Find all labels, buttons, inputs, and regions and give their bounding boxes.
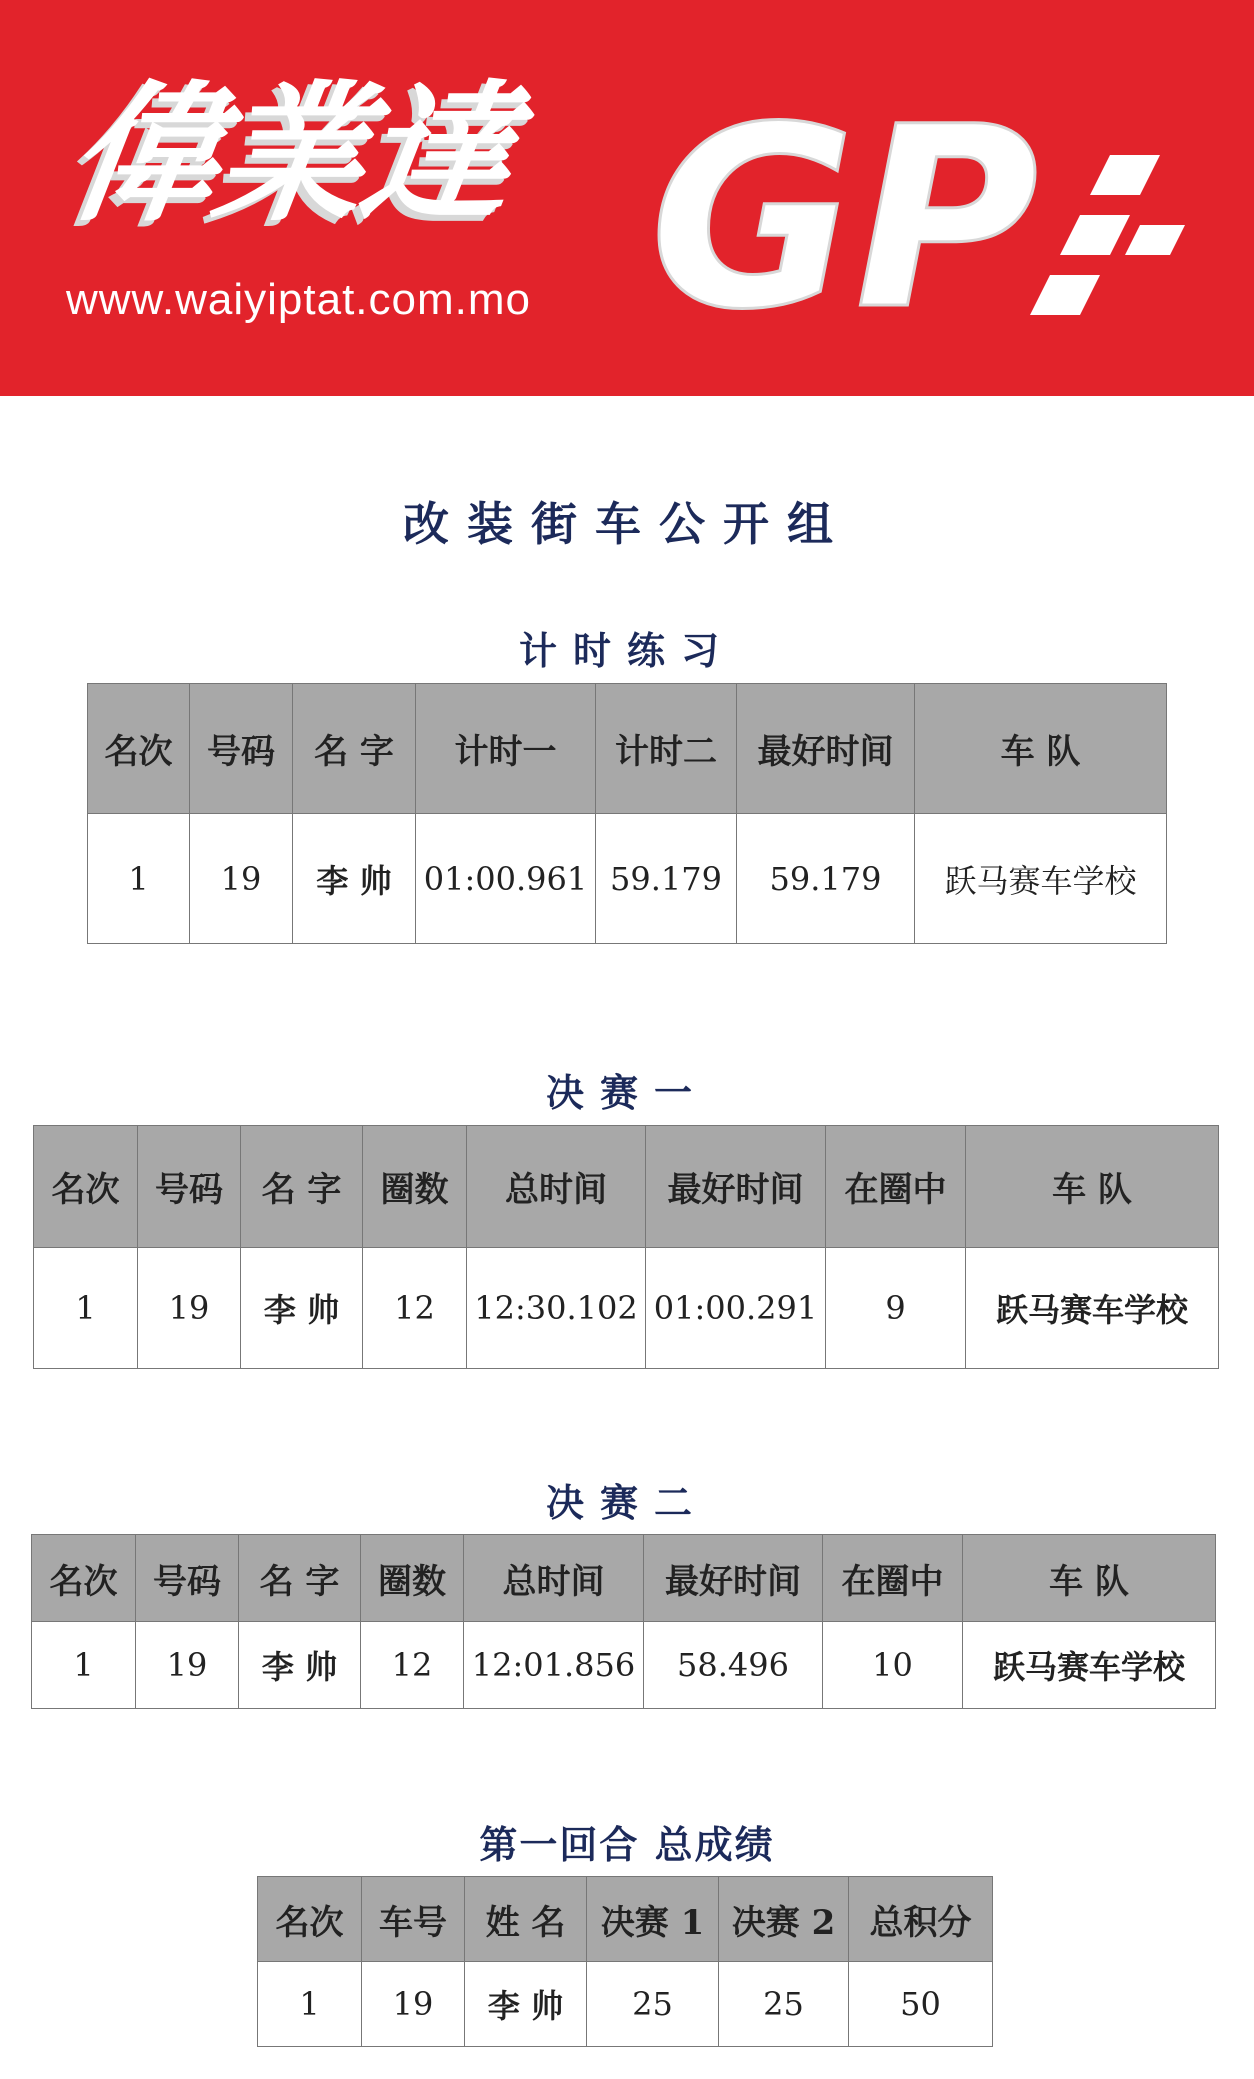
svg-text:GP: GP bbox=[650, 95, 1039, 335]
cell-time1: 01:00.961 bbox=[416, 814, 596, 944]
header-cell: 号码 bbox=[190, 684, 293, 814]
practice-table bbox=[87, 683, 1167, 944]
cell-time2: 59.179 bbox=[596, 814, 737, 944]
cell-name: 李 帅 bbox=[293, 814, 416, 944]
header-cell: 最好时间 bbox=[644, 1535, 823, 1622]
cell-total-points: 50 bbox=[849, 1962, 993, 2047]
cell-rank: 1 bbox=[32, 1622, 136, 1709]
header-cell: 车 队 bbox=[963, 1535, 1216, 1622]
final1-table bbox=[33, 1125, 1219, 1369]
cell-best-time: 58.496 bbox=[644, 1622, 823, 1709]
header-cell: 最好时间 bbox=[737, 684, 915, 814]
header-cell: 计时二 bbox=[596, 684, 737, 814]
cell-team: 跃马赛车学校 bbox=[963, 1622, 1216, 1709]
header-cell: 圈数 bbox=[361, 1535, 464, 1622]
cell-best-time: 01:00.291 bbox=[646, 1248, 826, 1369]
brand-url: www.waiyiptat.com.mo bbox=[66, 275, 532, 324]
table-row bbox=[34, 1248, 1219, 1369]
header-cell: 姓 名 bbox=[465, 1877, 587, 1962]
header-cell: 总积分 bbox=[849, 1877, 993, 1962]
final1-title: 决赛一 bbox=[545, 1070, 708, 1115]
gp-logo-icon bbox=[640, 95, 1200, 335]
header-cell: 计时一 bbox=[416, 684, 596, 814]
cell-name: 李 帅 bbox=[241, 1248, 363, 1369]
header-banner bbox=[0, 0, 1254, 396]
practice-title: 计时练习 bbox=[518, 628, 735, 673]
cell-rank: 1 bbox=[258, 1962, 362, 2047]
header-cell: 名次 bbox=[258, 1877, 362, 1962]
table-row bbox=[32, 1622, 1216, 1709]
header-cell: 车号 bbox=[362, 1877, 465, 1962]
cell-rank: 1 bbox=[88, 814, 190, 944]
table-header-row bbox=[258, 1877, 993, 1962]
cell-name: 李 帅 bbox=[239, 1622, 361, 1709]
cell-number: 19 bbox=[136, 1622, 239, 1709]
table-row bbox=[258, 1962, 993, 2047]
final2-title: 决赛二 bbox=[545, 1480, 708, 1525]
cell-number: 19 bbox=[190, 814, 293, 944]
header-cell: 最好时间 bbox=[646, 1126, 826, 1248]
final2-table bbox=[31, 1534, 1216, 1709]
header-cell: 车 队 bbox=[966, 1126, 1219, 1248]
cell-total-time: 12:01.856 bbox=[464, 1622, 644, 1709]
cell-rank: 1 bbox=[34, 1248, 138, 1369]
header-cell: 名次 bbox=[32, 1535, 136, 1622]
header-cell: 号码 bbox=[138, 1126, 241, 1248]
cell-final2-points: 25 bbox=[719, 1962, 849, 2047]
cell-laps: 12 bbox=[363, 1248, 467, 1369]
cell-car-number: 19 bbox=[362, 1962, 465, 2047]
header-cell: 名 字 bbox=[239, 1535, 361, 1622]
page-title: 改装街车公开组 bbox=[403, 497, 851, 551]
cell-final1-points: 25 bbox=[587, 1962, 719, 2047]
header-cell: 在圈中 bbox=[823, 1535, 963, 1622]
header-cell: 名次 bbox=[34, 1126, 138, 1248]
overall-table bbox=[257, 1876, 993, 2047]
header-cell: 决赛 2 bbox=[719, 1877, 849, 1962]
header-cell: 名 字 bbox=[241, 1126, 363, 1248]
header-cell: 决赛 1 bbox=[587, 1877, 719, 1962]
cell-on-lap: 9 bbox=[826, 1248, 966, 1369]
header-cell: 圈数 bbox=[363, 1126, 467, 1248]
table-row bbox=[88, 814, 1167, 944]
cell-on-lap: 10 bbox=[823, 1622, 963, 1709]
cell-best-time: 59.179 bbox=[737, 814, 915, 944]
table-header-row bbox=[88, 684, 1167, 814]
cell-number: 19 bbox=[138, 1248, 241, 1369]
overall-title: 第一回合 总成绩 bbox=[479, 1822, 775, 1867]
brand-logo-text: 偉業達 bbox=[57, 68, 521, 242]
cell-laps: 12 bbox=[361, 1622, 464, 1709]
header-cell: 总时间 bbox=[467, 1126, 646, 1248]
cell-name: 李 帅 bbox=[465, 1962, 587, 2047]
cell-team: 跃马赛车学校 bbox=[966, 1248, 1219, 1369]
header-cell: 名次 bbox=[88, 684, 190, 814]
header-cell: 总时间 bbox=[464, 1535, 644, 1622]
header-cell: 车 队 bbox=[915, 684, 1167, 814]
cell-team: 跃马赛车学校 bbox=[915, 814, 1167, 944]
table-header-row bbox=[34, 1126, 1219, 1248]
table-header-row bbox=[32, 1535, 1216, 1622]
header-cell: 号码 bbox=[136, 1535, 239, 1622]
header-cell: 名 字 bbox=[293, 684, 416, 814]
header-cell: 在圈中 bbox=[826, 1126, 966, 1248]
cell-total-time: 12:30.102 bbox=[467, 1248, 646, 1369]
